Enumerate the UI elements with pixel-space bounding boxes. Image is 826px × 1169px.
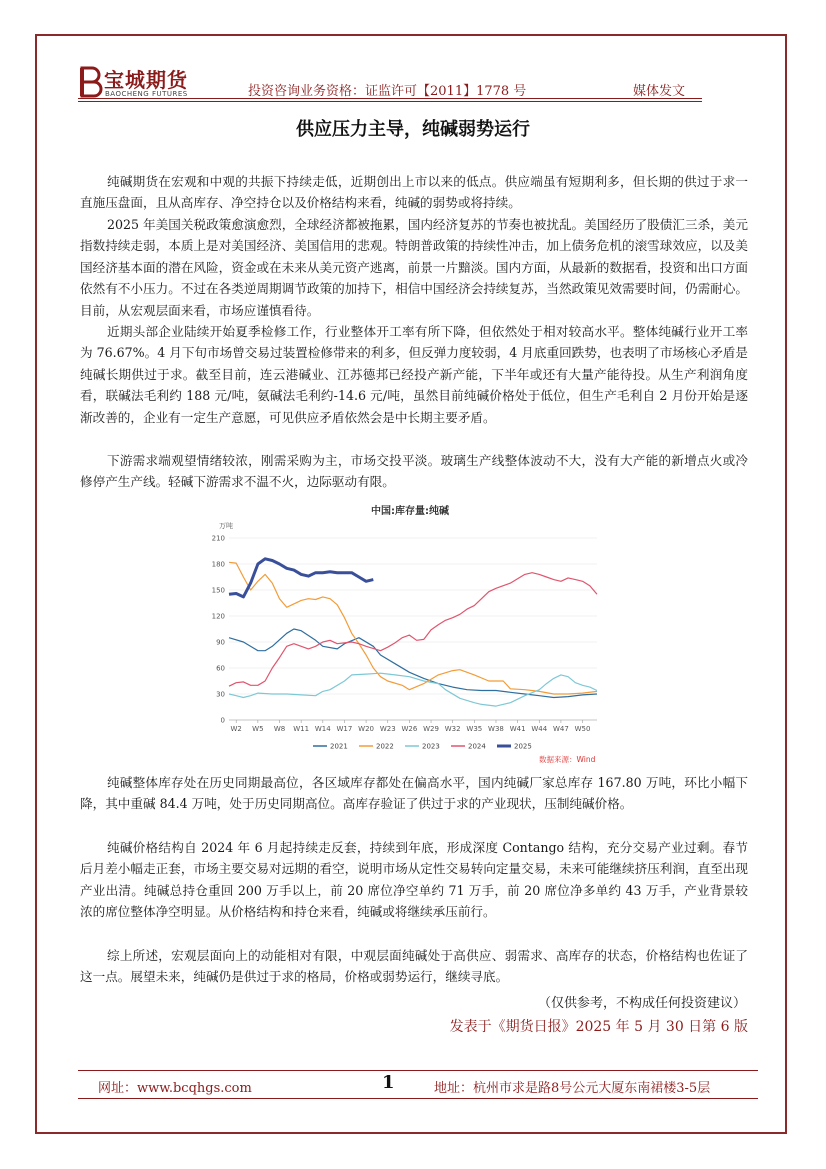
x-tick-label: W41 [509, 725, 526, 733]
disclaimer: （仅供参考，不构成任何投资建议） [537, 996, 746, 1011]
legend-label-2025: 2025 [514, 742, 532, 751]
x-tick-label: W14 [314, 725, 331, 733]
header-rule-secondary [78, 101, 702, 102]
x-tick-label: W26 [401, 725, 418, 733]
logo-text-en: BAOCHENG FUTURES [105, 90, 188, 98]
x-tick-label: W50 [574, 725, 591, 733]
x-tick-label: W35 [466, 725, 483, 733]
y-tick-label: 180 [211, 560, 225, 569]
y-tick-label: 30 [216, 690, 225, 699]
chart-source: 数据来源：Wind [539, 755, 596, 764]
series-line-2023 [229, 673, 597, 706]
x-tick-label: W47 [552, 725, 569, 733]
header-rule [78, 98, 702, 99]
x-tick-label: W8 [273, 725, 286, 733]
x-tick-label: W29 [423, 725, 439, 733]
y-tick-label: 150 [211, 586, 225, 595]
y-tick-label: 0 [220, 716, 225, 725]
chart-title: 中国:库存量:纯碱 [371, 506, 449, 517]
paragraph-6: 纯碱价格结构自 2024 年 6 月起持续走反套，持续到年底，形成深度 Contango 结构，充分交易产业过剩。春节后月差小幅走正套，市场主要交易对远期的看空，说明市场从定性交易转向定量交易，未来可能继续挤压利润，直至出现产业出清。纯碱总持仓重回 200 万手以上，前 20 席位净空单约 71 万手，前 20 席位净多单约 43 万手，产业背景较浓的席位整体净空明显。从价格结构和持仓来看，纯碱或将继续承压前行。 [80, 840, 748, 920]
article-title: 供应压力主导，纯碱弱势运行 [296, 119, 530, 140]
paragraph-4: 下游需求端观望情绪较浓，刚需采购为主，市场交投平淡。玻璃生产线整体波动不大，没有大产能的新增点火或冷修停产生产线。轻碱下游需求不温不火，边际驱动有限。 [80, 453, 748, 490]
x-tick-label: W5 [252, 725, 264, 733]
x-tick-label: W20 [358, 725, 375, 733]
page-number: 1 [382, 1072, 395, 1093]
media-label: 媒体发文 [633, 84, 686, 99]
legend-label-2022: 2022 [376, 742, 394, 751]
publication-note: 发表于《期货日报》2025 年 5 月 30 日第 6 版 [449, 1019, 748, 1035]
inventory-chart [205, 500, 615, 770]
legend-label-2023: 2023 [422, 742, 440, 751]
x-tick-label: W44 [531, 725, 548, 733]
footer-address: 地址：杭州市求是路8号公元大厦东南裙楼3-5层 [434, 1081, 711, 1096]
x-tick-label: W32 [444, 725, 461, 733]
company-logo [78, 64, 198, 102]
paragraph-7: 综上所述，宏观层面向上的动能相对有限，中观层面纯碱处于高供应、弱需求、高库存的状态，价格结构也佐证了这一点。展望未来，纯碱仍是供过于求的格局，价格或弱势运行，继续寻底。 [80, 948, 748, 985]
legend-label-2021: 2021 [330, 742, 348, 751]
chart-unit: 万吨 [219, 522, 233, 530]
footer-rule-secondary [78, 1098, 758, 1099]
logo-mark-icon [78, 66, 104, 98]
footer-website[interactable]: 网址：www.bcqhgs.com [98, 1081, 252, 1096]
series-line-2025 [229, 559, 373, 597]
paragraph-2: 2025 年美国关税政策愈演愈烈，全球经济都被拖累，国内经济复苏的节奏也被扰乱。美国经历了股债汇三杀，美元指数持续走弱，本质上是对美国经济、美国信用的悲观。特朗普政策的持续性冲击，加上债务危机的滚雪球效应，以及美国经济基本面的潜在风险，资金或在未来从美元资产逃离，前景一片黯淡。国内方面，从最新的数据看，投资和出口方面依然有不小压力。不过在各类逆周期调节政策的加持下，相信中国经济会持续复苏，当然政策见效需要时间，仍需耐心。目前，从宏观层面来看，市场应谨慎看待。 [80, 217, 748, 318]
logo-text-cn: 宝城期货 [104, 68, 188, 92]
x-tick-label: W11 [293, 725, 310, 733]
footer-rule [78, 1070, 758, 1071]
inventory-chart-svg [205, 500, 615, 770]
y-tick-label: 90 [216, 638, 225, 647]
x-tick-label: W17 [336, 725, 353, 733]
paragraph-5: 纯碱整体库存处在历史同期最高位，各区域库存都处在偏高水平，国内纯碱厂家总库存 167.80 万吨，环比小幅下降，其中重碱 84.4 万吨，处于历史同期高位。高库存验证了供过于求的产业现状，压制纯碱价格。 [80, 775, 748, 812]
paragraph-1: 纯碱期货在宏观和中观的共振下持续走低，近期创出上市以来的低点。供应端虽有短期利多，但长期的供过于求一直施压盘面，且从高库存、净空持仓以及价格结构来看，纯碱的弱势或将持续。 [80, 174, 748, 211]
y-tick-label: 210 [211, 534, 225, 543]
x-tick-label: W38 [488, 725, 504, 733]
x-tick-label: W23 [379, 725, 396, 733]
x-tick-label: W2 [230, 725, 242, 733]
y-tick-label: 60 [216, 664, 225, 673]
legend-label-2024: 2024 [468, 742, 486, 751]
paragraph-3: 近期头部企业陆续开始夏季检修工作，行业整体开工率有所下降，但依然处于相对较高水平。整体纯碱行业开工率为 76.67%。4 月下旬市场曾交易过装置检修带来的利多，但反弹力度较弱，4 月底重回跌势，也表明了市场核心矛盾是纯碱长期供过于求。截至目前，连云港碱业、江苏德邦已经投产新产能，下半年或还有大量产能待投。从生产利润角度看，联碱法毛利约 188 元/吨，氨碱法毛利约-14.6 元/吨，虽然目前纯碱价格处于低位，但生产毛利自 2 月份开始是逐渐改善的，企业有一定生产意愿，可见供应矛盾依然会是中长期主要矛盾。 [80, 324, 748, 425]
y-tick-label: 120 [211, 612, 225, 621]
qualification-text: 投资咨询业务资格：证监许可【2011】1778 号 [248, 84, 527, 99]
